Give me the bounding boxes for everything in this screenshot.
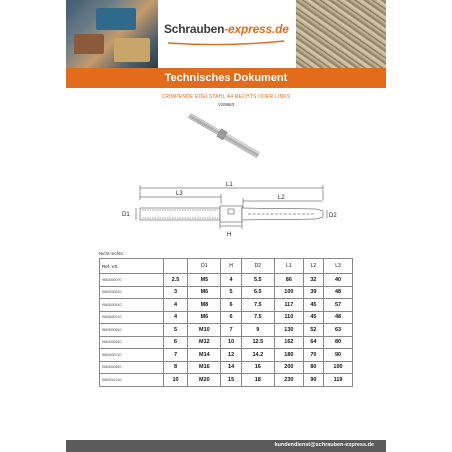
screws-photo bbox=[296, 0, 386, 68]
cell-ref: 9663000510 bbox=[100, 324, 164, 337]
cell-ref: 9663000610 bbox=[100, 336, 164, 349]
header-banner bbox=[66, 0, 386, 68]
cell-h: 4 bbox=[221, 274, 241, 287]
cell-size: 6 bbox=[163, 336, 188, 349]
footer-email[interactable]: kundendienst@schrauben-express.de bbox=[274, 442, 374, 448]
cell-d2: 14.2 bbox=[241, 349, 274, 362]
cell-ref: 9663000710 bbox=[100, 349, 164, 362]
cell-d1: M10 bbox=[188, 324, 221, 337]
cell-d1: M16 bbox=[188, 361, 221, 374]
title-bar bbox=[66, 68, 386, 88]
cell-d2: 9 bbox=[241, 324, 274, 337]
cell-ref: 9663000?10 bbox=[100, 311, 164, 324]
cell-l2: 64 bbox=[303, 336, 323, 349]
cell-h: 6 bbox=[221, 299, 241, 312]
cell-l1: 130 bbox=[274, 324, 303, 337]
product-code: VS9663 bbox=[217, 102, 234, 107]
cell-l2: 39 bbox=[303, 286, 323, 299]
header-l1: L1 bbox=[274, 259, 303, 274]
table-row bbox=[100, 324, 353, 337]
product-photo bbox=[180, 112, 268, 160]
cell-l2: 52 bbox=[303, 324, 323, 337]
logo-accent-text: -express.de bbox=[224, 22, 289, 36]
cell-d2: 7.5 bbox=[241, 311, 274, 324]
table-row bbox=[100, 274, 353, 287]
cell-l1: 162 bbox=[274, 336, 303, 349]
cell-d1: M6 bbox=[188, 286, 221, 299]
cell-l3: 100 bbox=[324, 361, 353, 374]
label-h: H bbox=[227, 232, 232, 238]
table-row bbox=[100, 361, 353, 374]
cell-l1: 117 bbox=[274, 299, 303, 312]
header-d1: D1 bbox=[188, 259, 221, 274]
cell-l2: 45 bbox=[303, 299, 323, 312]
table-row bbox=[100, 286, 353, 299]
cell-size: 2.5 bbox=[163, 274, 188, 287]
label-d2: D2 bbox=[329, 213, 337, 219]
spec-table bbox=[99, 258, 353, 387]
cell-l1: 200 bbox=[274, 361, 303, 374]
logo-swoosh bbox=[166, 40, 286, 46]
cell-l1: 86 bbox=[274, 274, 303, 287]
cell-d2: 12.5 bbox=[241, 336, 274, 349]
header-d2: D2 bbox=[241, 259, 274, 274]
cell-d2: 5.5 bbox=[241, 274, 274, 287]
cell-l3: 63 bbox=[324, 324, 353, 337]
cell-h: 10 bbox=[221, 336, 241, 349]
cell-d1: M12 bbox=[188, 336, 221, 349]
cell-h: 5 bbox=[221, 286, 241, 299]
logo-main-text: Schrauben bbox=[164, 22, 225, 36]
cell-size: 7 bbox=[163, 349, 188, 362]
cell-d1: M6 bbox=[188, 311, 221, 324]
page-title: Technisches Dokument bbox=[164, 72, 288, 84]
logo[interactable] bbox=[164, 22, 289, 36]
cell-h: 14 bbox=[221, 361, 241, 374]
header-ref: Ref. VS bbox=[100, 259, 164, 274]
cell-size: 5 bbox=[163, 324, 188, 337]
technical-drawing bbox=[118, 180, 338, 242]
cell-h: 12 bbox=[221, 349, 241, 362]
cell-l2: 70 bbox=[303, 349, 323, 362]
cell-l3: 48 bbox=[324, 311, 353, 324]
cell-ref: 9663000410 bbox=[100, 299, 164, 312]
cell-l2: 45 bbox=[303, 311, 323, 324]
label-d1: D1 bbox=[122, 212, 130, 218]
cell-l3: 40 bbox=[324, 274, 353, 287]
workshop-photo bbox=[66, 0, 158, 68]
label-l1: L1 bbox=[226, 182, 233, 188]
table-row bbox=[100, 349, 353, 362]
cell-l1: 100 bbox=[274, 286, 303, 299]
cell-l2: 80 bbox=[303, 361, 323, 374]
cell-l1: 180 bbox=[274, 349, 303, 362]
header-size bbox=[163, 259, 188, 274]
cell-d2: 18 bbox=[241, 374, 274, 387]
table-note: Nicht rechts: bbox=[99, 251, 125, 256]
cell-h: 7 bbox=[221, 324, 241, 337]
cell-size: 4 bbox=[163, 299, 188, 312]
cell-ref: 9663000810 bbox=[100, 361, 164, 374]
cell-d1: M5 bbox=[188, 274, 221, 287]
cell-size: 4 bbox=[163, 311, 188, 324]
cell-l3: 90 bbox=[324, 349, 353, 362]
cell-l2: 90 bbox=[303, 374, 323, 387]
label-l3: L3 bbox=[176, 191, 183, 197]
table-row bbox=[100, 374, 353, 387]
cell-d1: M20 bbox=[188, 374, 221, 387]
cell-l1: 110 bbox=[274, 311, 303, 324]
cell-l3: 119 bbox=[324, 374, 353, 387]
cell-ref: 96630000?0 bbox=[100, 274, 164, 287]
cell-h: 6 bbox=[221, 311, 241, 324]
header-h: H bbox=[221, 259, 241, 274]
cell-size: 3 bbox=[163, 286, 188, 299]
cell-l3: 80 bbox=[324, 336, 353, 349]
cell-h: 15 bbox=[221, 374, 241, 387]
header-l2: L2 bbox=[303, 259, 323, 274]
cell-d2: 16 bbox=[241, 361, 274, 374]
cell-ref: 9663001010 bbox=[100, 374, 164, 387]
cell-ref: 9663000310 bbox=[100, 286, 164, 299]
table-row bbox=[100, 311, 353, 324]
label-l2: L2 bbox=[278, 195, 285, 201]
cell-l1: 230 bbox=[274, 374, 303, 387]
product-name: CRIMPENDE EDELSTAHL A4 RECHTS ODER LINKS bbox=[161, 94, 291, 100]
cell-d1: M14 bbox=[188, 349, 221, 362]
logo-area bbox=[158, 0, 296, 68]
header-l3: L3 bbox=[324, 259, 353, 274]
cell-size: 8 bbox=[163, 361, 188, 374]
cell-d2: 7.5 bbox=[241, 299, 274, 312]
cell-l3: 48 bbox=[324, 286, 353, 299]
cell-size: 10 bbox=[163, 374, 188, 387]
footer-bar bbox=[66, 440, 386, 452]
cell-d1: M8 bbox=[188, 299, 221, 312]
table-row bbox=[100, 336, 353, 349]
document-page bbox=[66, 0, 386, 452]
cell-d2: 6.5 bbox=[241, 286, 274, 299]
table-row bbox=[100, 299, 353, 312]
cell-l3: 57 bbox=[324, 299, 353, 312]
table-header-row bbox=[100, 259, 353, 274]
cell-l2: 32 bbox=[303, 274, 323, 287]
